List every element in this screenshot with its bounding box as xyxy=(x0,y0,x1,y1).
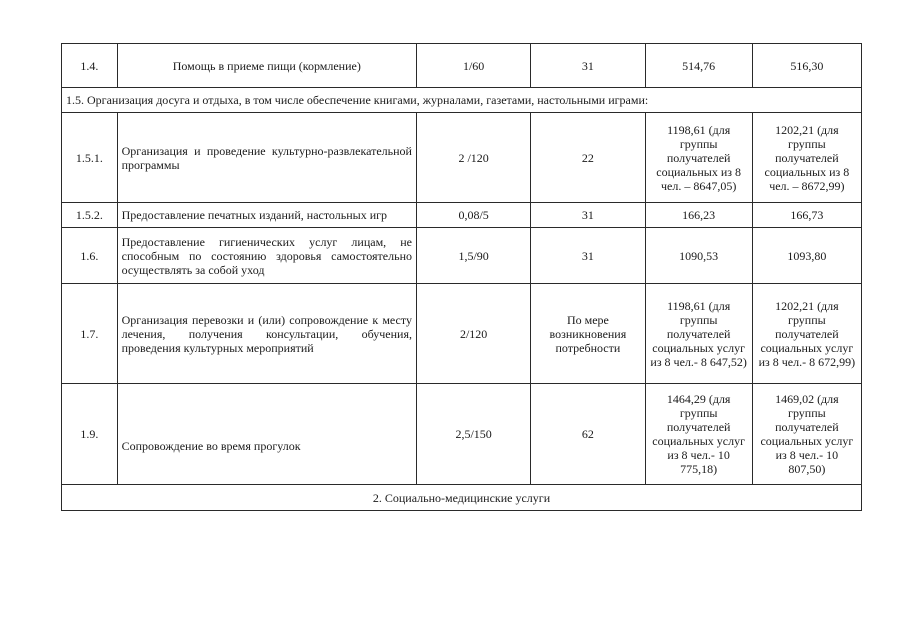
section-heading-cell: 1.5. Организация досуга и отдыха, в том числе обеспечение книгами, журналами, газетами, настольными играми: xyxy=(62,88,862,113)
price-cell-1: 514,76 xyxy=(645,44,752,88)
time-norm-cell: 2/120 xyxy=(416,284,530,384)
service-name-cell: Предоставление гигиенических услуг лицам, не способным по состоянию здоровья самостоятельно осуществлять за собой уход xyxy=(117,228,416,284)
time-norm-cell: 2 /120 xyxy=(416,113,530,203)
price-cell-2: 516,30 xyxy=(752,44,861,88)
section-heading-cell: 2. Социально-медицинские услуги xyxy=(62,485,862,511)
time-norm-cell: 0,08/5 xyxy=(416,203,530,228)
section-row xyxy=(62,88,862,113)
table-row xyxy=(62,384,862,485)
price-cell-1: 1198,61 (для группы получателей социальных услуг из 8 чел.- 8 647,52) xyxy=(645,284,752,384)
price-cell-2: 166,73 xyxy=(752,203,861,228)
table-row xyxy=(62,44,862,88)
price-cell-2: 1093,80 xyxy=(752,228,861,284)
item-number-cell: 1.5.2. xyxy=(62,203,118,228)
service-name-cell: Помощь в приеме пищи (кормление) xyxy=(117,44,416,88)
price-cell-1: 1198,61 (для группы получателей социальных из 8 чел. – 8647,05) xyxy=(645,113,752,203)
time-norm-cell: 1,5/90 xyxy=(416,228,530,284)
time-norm-cell: 1/60 xyxy=(416,44,530,88)
service-name-cell: Сопровождение во время прогулок xyxy=(117,384,416,485)
frequency-cell: 31 xyxy=(531,203,645,228)
price-cell-1: 1464,29 (для группы получателей социальных услуг из 8 чел.- 10 775,18) xyxy=(645,384,752,485)
frequency-cell: 62 xyxy=(531,384,645,485)
table-row xyxy=(62,284,862,384)
price-cell-2: 1469,02 (для группы получателей социальных услуг из 8 чел.- 10 807,50) xyxy=(752,384,861,485)
item-number-cell: 1.6. xyxy=(62,228,118,284)
item-number-cell: 1.5.1. xyxy=(62,113,118,203)
item-number-cell: 1.7. xyxy=(62,284,118,384)
frequency-cell: 31 xyxy=(531,228,645,284)
table-row xyxy=(62,203,862,228)
frequency-cell: 22 xyxy=(531,113,645,203)
price-cell-1: 166,23 xyxy=(645,203,752,228)
price-cell-2: 1202,21 (для группы получателей социальных из 8 чел. – 8672,99) xyxy=(752,113,861,203)
section-row xyxy=(62,485,862,511)
service-name-cell: Предоставление печатных изданий, настольных игр xyxy=(117,203,416,228)
table-row xyxy=(62,113,862,203)
price-cell-1: 1090,53 xyxy=(645,228,752,284)
item-number-cell: 1.9. xyxy=(62,384,118,485)
frequency-cell: По мере возникновения потребности xyxy=(531,284,645,384)
table-row xyxy=(62,228,862,284)
time-norm-cell: 2,5/150 xyxy=(416,384,530,485)
price-cell-2: 1202,21 (для группы получателей социальных услуг из 8 чел.- 8 672,99) xyxy=(752,284,861,384)
service-name-cell: Организация перевозки и (или) сопровождение к месту лечения, получения консультации, обучения, проведения культурных мероприятий xyxy=(117,284,416,384)
frequency-cell: 31 xyxy=(531,44,645,88)
services-table xyxy=(61,43,862,511)
item-number-cell: 1.4. xyxy=(62,44,118,88)
table-body xyxy=(62,44,862,511)
service-name-cell: Организация и проведение культурно-развлекательной программы xyxy=(117,113,416,203)
